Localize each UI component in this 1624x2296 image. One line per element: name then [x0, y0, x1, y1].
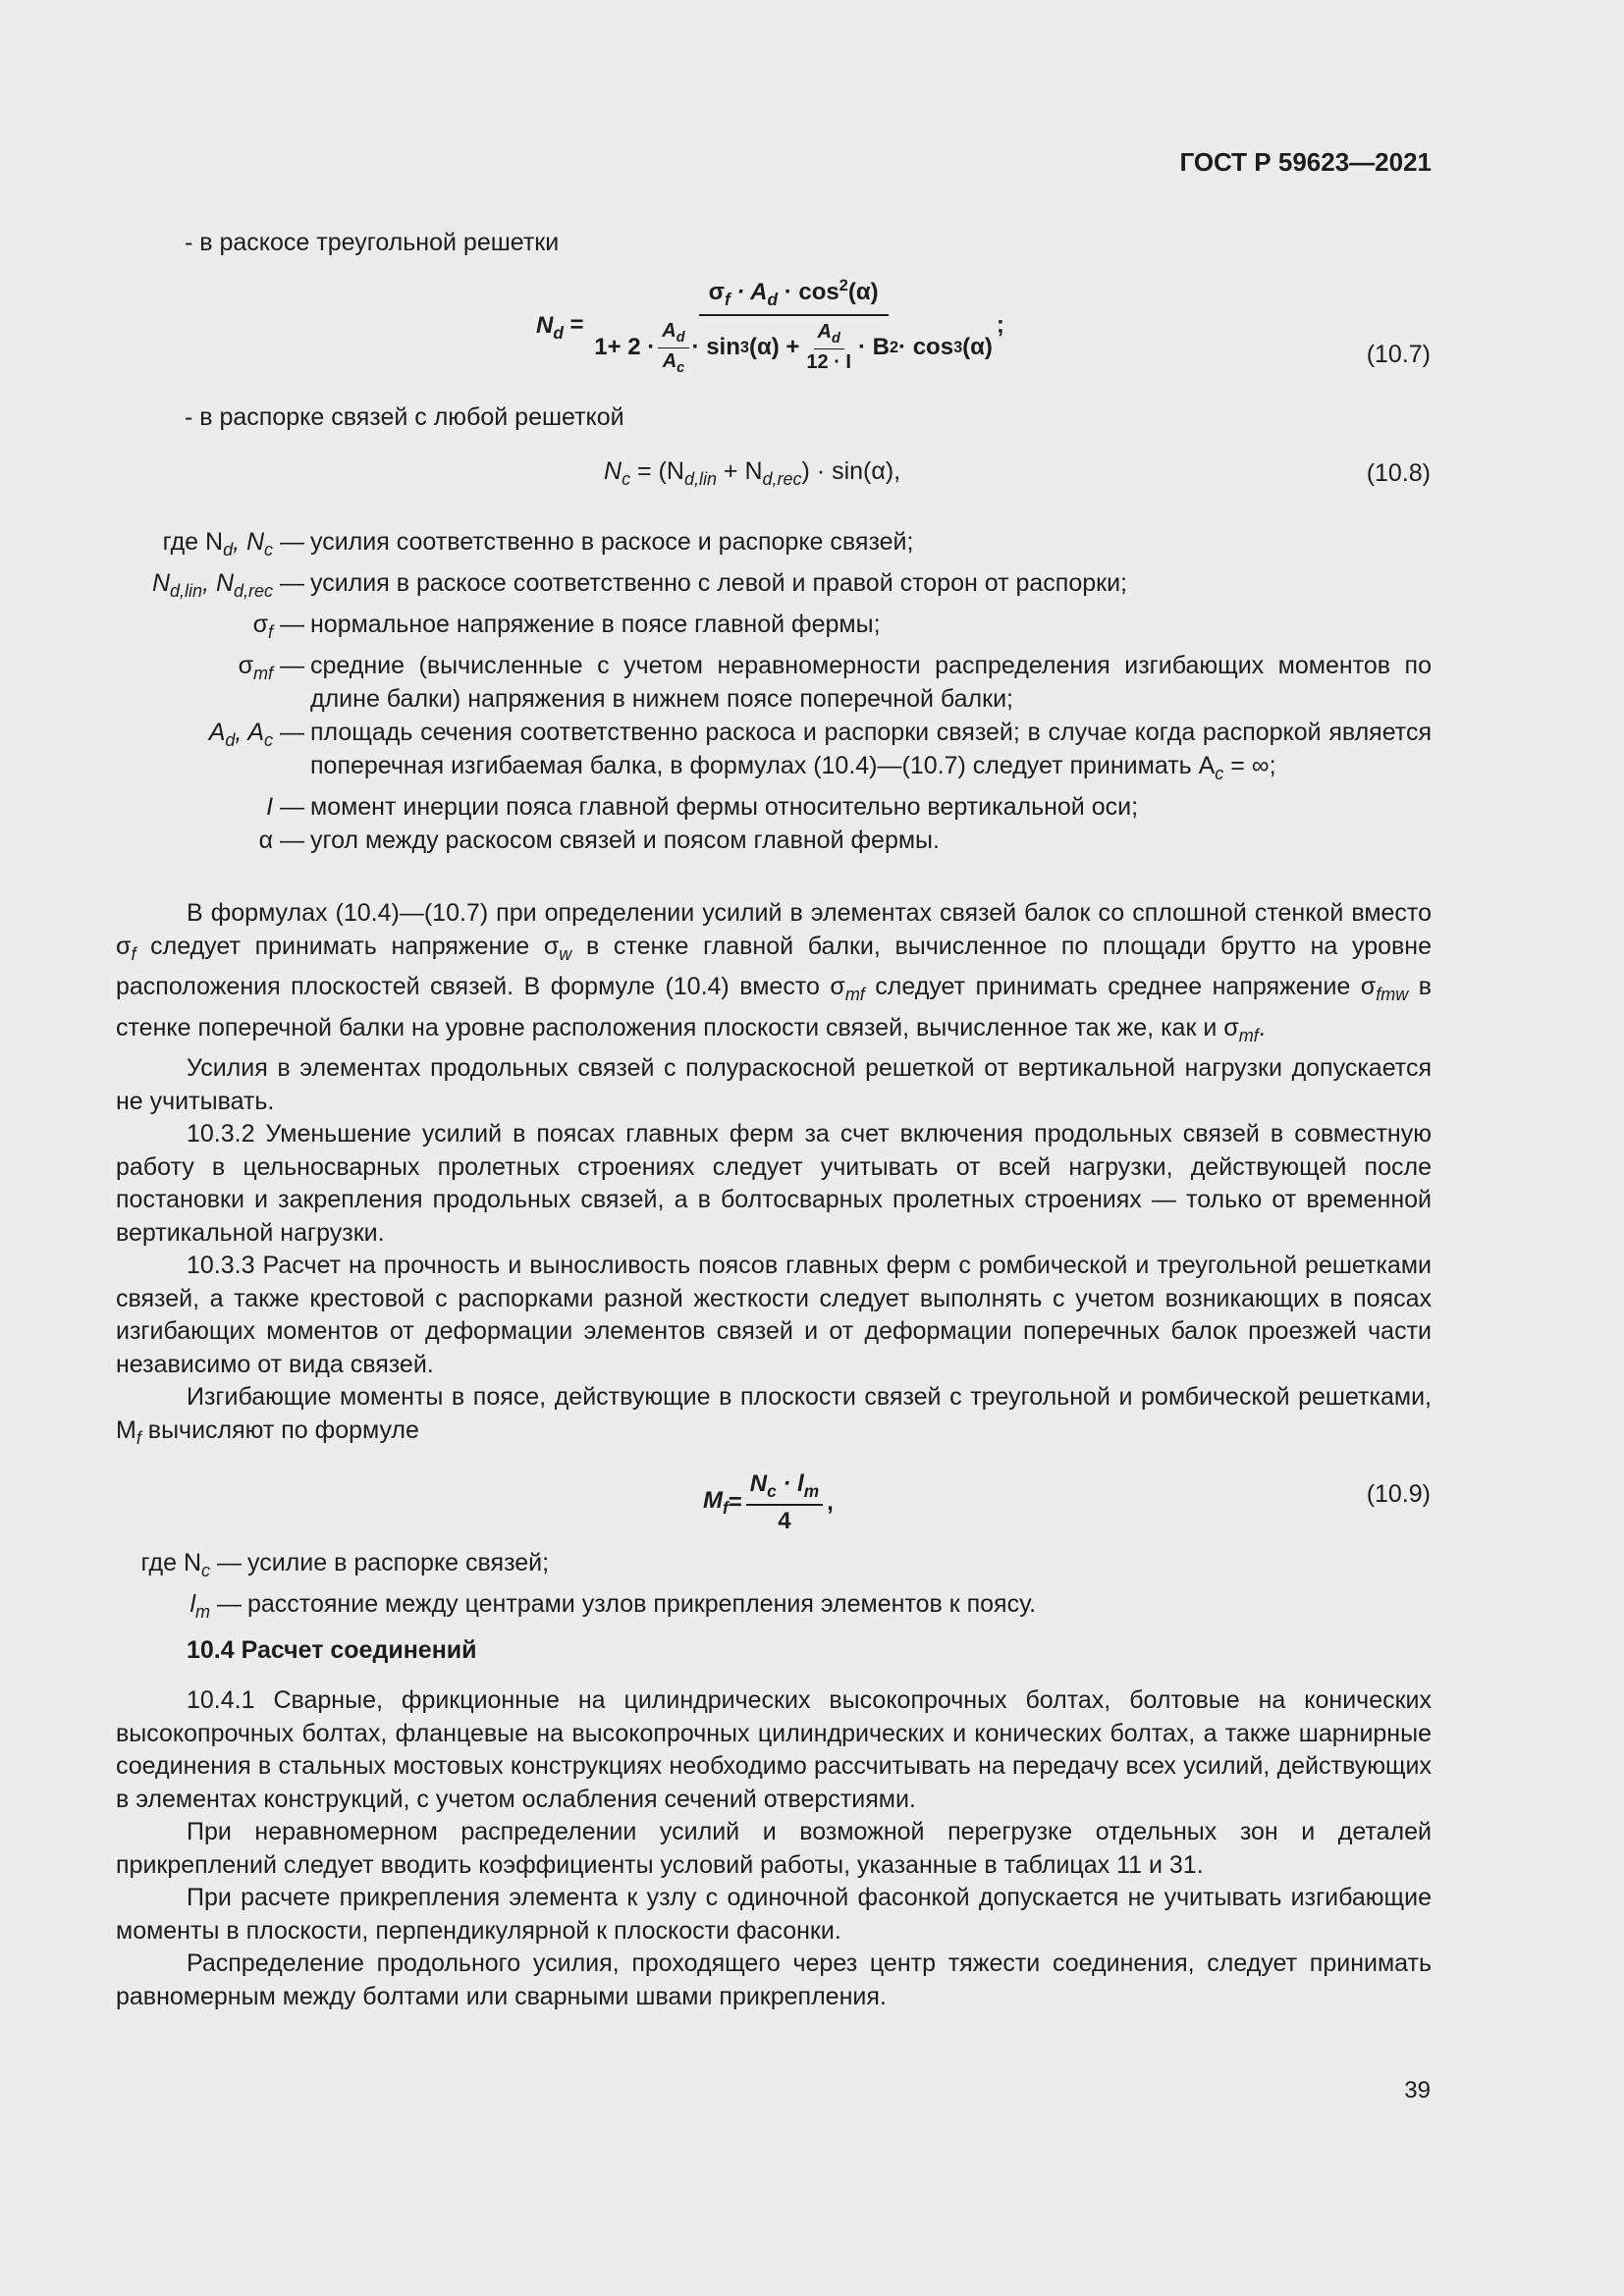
body-text-block-1 [116, 897, 1432, 1455]
paragraph: Изгибающие моменты в поясе, действующие в плоскости связей с треугольной и ромбической решетками, $M_f$ вычисляют по формуле [116, 1383, 1432, 1448]
paragraph: При неравномерном распределении усилий и возможной перегрузке отдельных зон и деталей прикреплений следует вводить коэффициенты условий работы, указанные в таблицах 11 и 31. [116, 1818, 1432, 1879]
definitions-list [116, 525, 1432, 857]
body-text-block-2 [116, 1684, 1432, 2013]
definition-row: где $N_c$ — усилие в распорке связей; [140, 1549, 550, 1580]
formula-main-fraction: $\sigma_f \cdot A_d \cdot \cos^2(\alpha)$ 1+ 2 · $\frac{A_d}{A_c}$ · sin 3 (α) + $\frac{A_d}{12 \cdot I}$ · B 2 · cos 3 (α) [594, 277, 993, 376]
equation-number-10-9: (10.9) [1366, 1480, 1431, 1508]
formula-10-9: $M_f$ = $\frac{N_c \cdot l_m}{4}$ , [703, 1470, 834, 1534]
paragraph: 10.3.3 Расчет на прочность и выносливость поясов главных ферм с ромбической и треугольной решетками связей, а также крестовой с распорками разной жесткости следует выполнять с учетом возникающих в поясах изгибающих моментов от деформации элементов связей и от деформации поперечных балок проезжей части независимо от вида связей. [116, 1252, 1432, 1378]
definition-row: $\sigma_{mf}$ — средние (вычисленные с учетом неравномерности распределения изгибающих моментов по длине балки) напряжения в нижнем поясе поперечной балки; [238, 652, 1432, 713]
paragraph: Усилия в элементах продольных связей с полураскосной решеткой от вертикальной нагрузки допускается не учитывать. [116, 1054, 1432, 1115]
definition-row: $N_{d,lin}$, $N_{d,rec}$ — усилия в раскосе соответственно с левой и правой сторон от распорки; [151, 569, 1127, 601]
definition-row: где $N_d$, $N_c$ — усилия соответственно в раскосе и распорке связей; [162, 528, 914, 560]
equation-number-10-7: (10.7) [1366, 341, 1431, 368]
definitions-list-2 [116, 1546, 1432, 1629]
paragraph: 10.4.1 Сварные, фрикционные на цилиндрических высокопрочных болтах, болтовые на конических высокопрочных болтах, фланцевые на высокопрочных цилиндрических и конических болтах, а также шарнирные соединения в стальных мостовых конструкциях необходимо рассчитывать на передачу всех усилий, действующих в элементах конструкций, с учетом ослабления сечений отверстиями. [116, 1686, 1432, 1813]
formula-lhs: $N_d$ [536, 311, 564, 343]
section-heading: 10.4 Расчет соединений [187, 1636, 477, 1664]
paragraph: Распределение продольного усилия, проходящего через центр тяжести соединения, следует принимать равномерным между болтами или сварными швами прикрепления. [116, 1949, 1432, 2010]
definition-row: $\sigma_f$ — нормальное напряжение в поясе главной фермы; [252, 611, 881, 642]
page-number: 39 [1404, 2077, 1431, 2104]
paragraph: При расчете прикрепления элемента к узлу с одиночной фасонкой допускается не учитывать изгибающие моменты в плоскости, перпендикулярной к плоскости фасонки. [116, 1884, 1432, 1945]
document-id: ГОСТ Р 59623—2021 [1179, 147, 1432, 177]
paragraph: В формулах (10.4)—(10.7) при определении усилий в элементах связей балок со сплошной стенкой вместо $\sigma_f$ следует принимать напряжение $\sigma_w$ в стенке главной балки, вычисленное по площади брутто на уровне расположения плоскостей связей. В формуле (10.4) вместо $\sigma_{mf}$ следует принимать среднее напряжение $\sigma_{fmw}$ в стенке поперечной балки на уровне расположения плоскости связей, вычисленное так же, как и $\sigma_{mf}$. [116, 899, 1433, 1045]
definition-row: $l_m$ — расстояние между центрами узлов прикрепления элементов к поясу. [189, 1590, 1037, 1622]
formula-10-7: $N_d$ = $\sigma_f \cdot A_d \cdot \cos^2(\alpha)$ 1+ 2 · $\frac{A_d}{A_c}$ · sin 3 (α) + $\frac{A_d}{12 \cdot I}$ · B 2 · cos 3 (α) ; [536, 277, 1004, 376]
definition-row: α — угол между раскосом связей и поясом главной фермы. [258, 827, 940, 854]
definition-row: I — момент инерции пояса главной фермы относительно вертикальной оси; [266, 793, 1139, 821]
equation-number-10-8: (10.8) [1366, 459, 1431, 487]
paragraph: 10.3.2 Уменьшение усилий в поясах главных ферм за счет включения продольных связей в совместную работу в цельносварных пролетных строениях следует учитывать от всей нагрузки, действующей после постановки и закрепления продольных связей, а в болтосварных пролетных строениях — только от временной вертикальной нагрузки. [116, 1120, 1432, 1247]
formula-10-8: $N_c = (N_{d,lin} + N_{d,rec}) \cdot \sin(\alpha)$, [604, 457, 901, 489]
definition-row: $A_d$, $A_c$ — площадь сечения соответственно раскоса и распорки связей; в случае когда распоркой является поперечная изгибаемая балка, в формулах (10.4)—(10.7) следует принимать $A_c$ = ∞; [208, 719, 1432, 783]
bullet-triangular-lattice: - в раскосе треугольной решетки [185, 229, 560, 256]
bullet-strut: - в распорке связей с любой решеткой [185, 403, 624, 431]
